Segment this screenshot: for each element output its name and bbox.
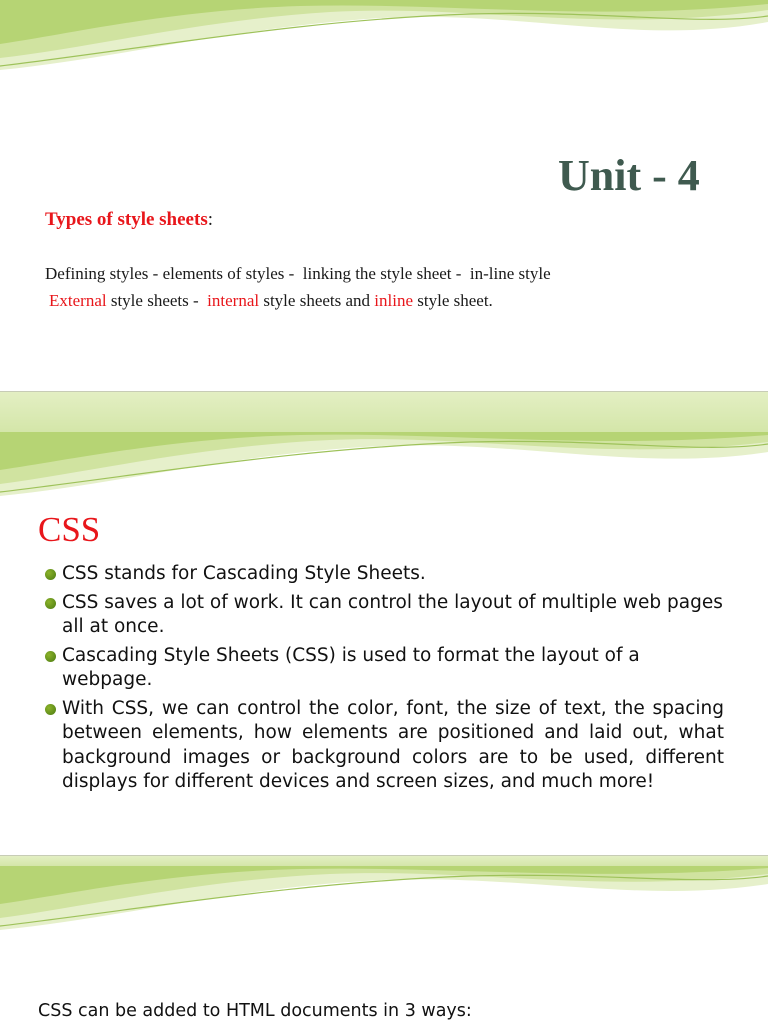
css-ways-text: CSS can be added to HTML documents in 3 ways:: [38, 1001, 472, 1021]
types-line-text-1: style sheets -: [106, 291, 208, 310]
bullet-text: CSS stands for Cascading Style Sheets.: [62, 563, 426, 584]
slide-header-swoosh: [0, 866, 768, 936]
term-external: External: [49, 291, 107, 310]
css-bullet-list: [44, 562, 724, 799]
list-item: [44, 697, 724, 795]
green-dot-bullet-icon: [45, 598, 56, 609]
topics-line: Defining styles - elements of styles - linking the style sheet - in-line style: [45, 264, 551, 283]
slide-unit-4: [0, 0, 768, 392]
page-title: Unit - 4: [558, 151, 700, 200]
slide-gap-band: [0, 856, 768, 866]
types-line-text-3: style sheet.: [413, 291, 493, 310]
types-heading-colon: :: [207, 209, 213, 230]
bullet-text: Cascading Style Sheets (CSS) is used to format the layout of a webpage.: [62, 644, 640, 690]
bullet-text: With CSS, we can control the color, font, the size of text, the spacing between elements, how elements are positioned and laid out, what background images or background colors are to be used, different displays for different devices and screen sizes, and much more!: [62, 697, 724, 792]
slide-header-swoosh: [0, 0, 768, 80]
types-heading-text: Types of style sheets: [45, 209, 208, 230]
term-inline: inline: [374, 291, 414, 310]
slide-gap-band: [0, 392, 768, 432]
types-heading: [45, 209, 213, 231]
term-internal: internal: [207, 291, 260, 310]
list-item: [44, 644, 724, 693]
slide-css-intro: [0, 432, 768, 855]
types-line-text-2: style sheets and: [259, 291, 375, 310]
types-line: [49, 291, 493, 311]
green-dot-bullet-icon: [45, 569, 56, 580]
bullet-text: CSS saves a lot of work. It can control the layout of multiple web pages all at once.: [62, 591, 723, 637]
green-dot-bullet-icon: [45, 704, 56, 715]
slide-css-ways: [0, 866, 768, 1024]
css-heading: CSS: [38, 510, 101, 549]
green-dot-bullet-icon: [45, 651, 56, 662]
list-item: [44, 591, 724, 640]
list-item: [44, 562, 724, 587]
slide-header-swoosh: [0, 432, 768, 502]
